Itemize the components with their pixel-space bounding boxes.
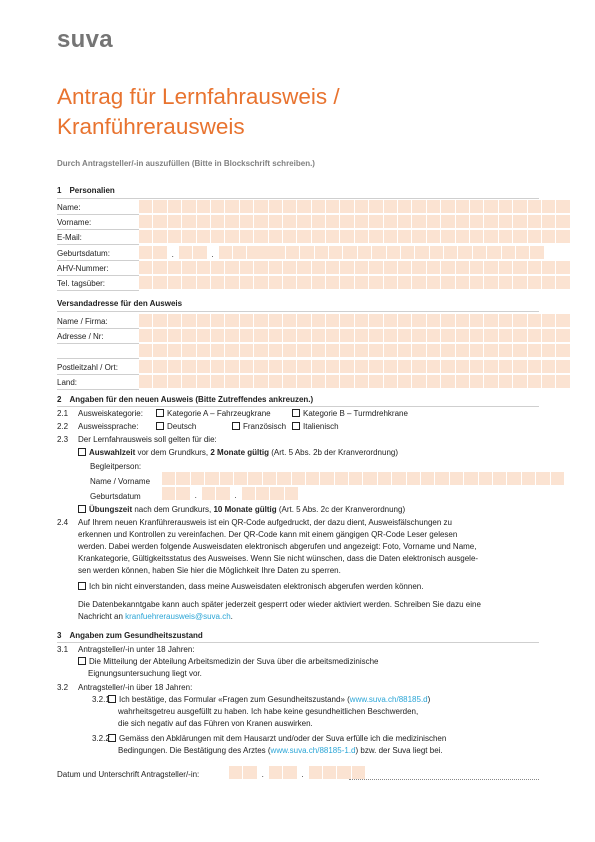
- checkbox[interactable]: [108, 695, 116, 703]
- uebungszeit-option[interactable]: Übungszeit nach dem Grundkurs, 10 Monate gültig (Art. 5 Abs. 2c der Kranverordnung): [78, 504, 405, 516]
- signature-date-field[interactable]: . .: [229, 766, 365, 779]
- companion-birthdate-label: Geburtsdatum: [90, 492, 141, 501]
- qr-paragraph: Auf Ihrem neuen Kranführerausweis ist ein QR-Code aufgedruckt, der dazu dient, Ausweisfälschungen zu erkennen und Kontrollen zu vereinfachen. Der QR-Code kann mit einem gängigen QR-Code Leser gelesen werden. Dabei werden folgende Ausweisdaten elektronisch abgerufen und angezeigt: Foto, Vorname und Name, Krankategorie, Gültigkeitsstatus des Ausweises. Wenn Sie nicht wünschen, dass die Daten elektronisch ausgele- sen werden können, haben Sie hier die Möglichkeit Ihre Daten zu sperren.: [78, 518, 479, 575]
- checkbox[interactable]: [292, 409, 300, 417]
- checkbox[interactable]: [156, 409, 164, 417]
- section-3-heading: 3 Angaben zum Gesundheitszustand: [57, 631, 203, 640]
- address-extra-field[interactable]: [139, 344, 570, 357]
- health-form-link[interactable]: www.suva.ch/88185.d: [349, 695, 428, 704]
- doctor-confirmation-option[interactable]: Gemäss den Abklärungen mit dem Hausarzt und/oder der Suva erfülle ich die medizinischen Bedingungen. Die Bestätigung des Arztes (www.suva.ch/88185-1.d) bzw. der Suva liegt bei.: [108, 733, 446, 757]
- language-de-option[interactable]: Deutsch: [156, 421, 196, 433]
- birthdate-rest-field[interactable]: [257, 246, 544, 259]
- item-number: 2.2: [57, 422, 69, 431]
- country-field[interactable]: [139, 375, 570, 388]
- section-2-heading: 2 Angaben für den neuen Ausweis (Bitte Zutreffendes ankreuzen.): [57, 395, 314, 404]
- ahv-label: AHV-Nummer:: [57, 263, 109, 273]
- checkbox[interactable]: [78, 505, 86, 513]
- item-number: 3.2.1: [92, 695, 110, 704]
- title-line-1: Antrag für Lernfahrausweis /: [57, 84, 340, 109]
- qr-optout-option[interactable]: Ich bin nicht einverstanden, dass meine Ausweisdaten elektronisch abgerufen werden können.: [78, 581, 423, 593]
- companion-name-label: Name / Vorname: [90, 477, 151, 486]
- shipping-heading: Versandadresse für den Ausweis: [57, 299, 183, 308]
- section-1-heading: 1 Personalien: [57, 186, 115, 195]
- item-number: 3.2: [57, 683, 69, 692]
- phone-field[interactable]: [139, 276, 570, 289]
- firstname-label: Vorname:: [57, 218, 92, 228]
- doctor-form-link[interactable]: www.suva.ch/88185-1.d: [270, 746, 356, 755]
- item-number: 3.1: [57, 645, 69, 654]
- email-link[interactable]: kranfuehrerausweis@suva.ch: [125, 612, 231, 621]
- birthdate-field[interactable]: . .: [139, 246, 275, 259]
- companion-name-field[interactable]: [162, 472, 564, 485]
- companion-label: Begleitperson:: [90, 462, 142, 471]
- checkbox[interactable]: [292, 422, 300, 430]
- name-field[interactable]: [139, 200, 570, 213]
- category-a-option[interactable]: Kategorie A – Fahrzeugkrane: [156, 408, 271, 420]
- over-18-label: Antragsteller/-in über 18 Jahren:: [78, 683, 193, 692]
- checkbox[interactable]: [78, 657, 86, 665]
- item-number: 2.4: [57, 518, 69, 527]
- language-it-option[interactable]: Italienisch: [292, 421, 339, 433]
- category-label: Ausweiskategorie:: [78, 409, 143, 418]
- suva-logo: suva: [57, 26, 113, 53]
- firstname-field[interactable]: [139, 215, 570, 228]
- email-field[interactable]: [139, 230, 570, 243]
- checkbox[interactable]: [156, 422, 164, 430]
- name-label: Name:: [57, 203, 81, 212]
- company-name-field[interactable]: [139, 314, 570, 327]
- birthdate-label: Geburtsdatum:: [57, 248, 110, 258]
- auswahlzeit-option[interactable]: Auswahlzeit vor dem Grundkurs, 2 Monate gültig (Art. 5 Abs. 2b der Kranverordnung): [78, 447, 398, 459]
- checkbox[interactable]: [232, 422, 240, 430]
- phone-label: Tel. tagsüber:: [57, 279, 106, 288]
- checkbox[interactable]: [78, 582, 86, 590]
- signature-label: Datum und Unterschrift Antragsteller/-in:: [57, 770, 200, 779]
- under-18-label: Antragsteller/-in unter 18 Jahren:: [78, 645, 195, 654]
- checkbox[interactable]: [78, 448, 86, 456]
- item-number: 3.2.2: [92, 734, 110, 743]
- companion-birthdate-field[interactable]: . .: [162, 487, 298, 500]
- postal-city-label: Postleitzahl / Ort:: [57, 362, 118, 372]
- postal-city-field[interactable]: [139, 360, 570, 373]
- category-b-option[interactable]: Kategorie B – Turmdrehkrane: [292, 408, 408, 420]
- checkbox[interactable]: [108, 734, 116, 742]
- ahv-field[interactable]: [139, 261, 570, 274]
- privacy-note: Die Datenbekanntgabe kann auch später jederzeit gesperrt oder wieder aktiviert werden. Schreiben Sie dazu eine Nachricht an kranfuehrerausweis@suva.ch.: [78, 600, 481, 621]
- item-number: 2.3: [57, 435, 69, 444]
- item-number: 2.1: [57, 409, 69, 418]
- address-label: Adresse / Nr:: [57, 332, 104, 342]
- country-label: Land:: [57, 377, 78, 387]
- title-line-2: Kranführerausweis: [57, 114, 245, 139]
- health-form-option[interactable]: Ich bestätige, das Formular «Fragen zum Gesundheitszustand» (www.suva.ch/88185.d) wahrheitsgetreu ausgefüllt zu haben. Ich habe keine gesundheitlichen Beschwerden, die sich negativ auf das Führen von Kranen auswirken.: [108, 694, 430, 730]
- address-field[interactable]: [139, 329, 570, 342]
- email-label: E-Mail:: [57, 233, 82, 243]
- under-18-option[interactable]: Die Mitteilung der Abteilung Arbeitsmedizin der Suva über die arbeitsmedizinische Eignungsuntersuchung liegt vor.: [78, 656, 379, 680]
- language-label: Ausweissprache:: [78, 422, 139, 431]
- company-name-label: Name / Firma:: [57, 317, 108, 326]
- signature-line[interactable]: [349, 779, 539, 780]
- instruction: Durch Antragsteller/-in auszufüllen (Bitte in Blockschrift schreiben.): [57, 159, 315, 168]
- language-fr-option[interactable]: Französisch: [232, 421, 286, 433]
- page-title: [57, 82, 537, 142]
- validity-label: Der Lernfahrausweis soll gelten für die:: [78, 435, 217, 444]
